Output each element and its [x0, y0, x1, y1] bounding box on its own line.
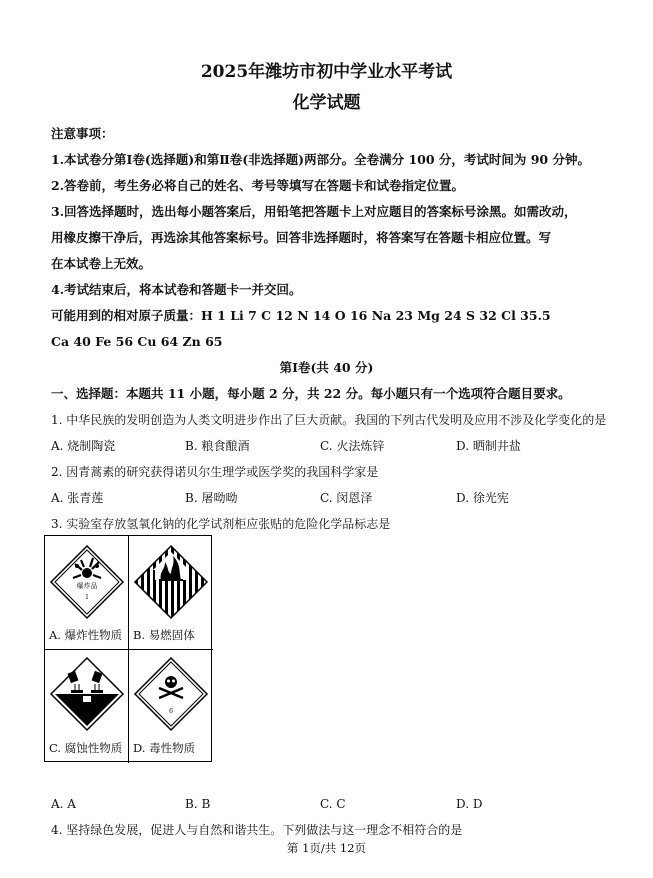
exam-title: 2025年潍坊市初中学业水平考试 [200, 62, 453, 82]
skull-icon [129, 652, 213, 736]
hazard-label-b: B. 易燃固体 [133, 628, 195, 642]
question-1-option-c: C. 火法炼锌 [320, 439, 385, 453]
part1-heading: 第Ⅰ卷(共 40 分) [279, 360, 374, 375]
question-2-stem: 2. 因青蒿素的研究获得诺贝尔生理学或医学奖的我国科学家是 [51, 465, 379, 479]
hazard-label-d: D. 毒性物质 [133, 741, 196, 755]
question-4-stem: 4. 坚持绿色发展，促进人与自然和谐共生。下列做法与这一理念不相符合的是 [51, 823, 463, 837]
corrosive-icon [45, 652, 129, 736]
explosive-sign-text: 爆炸品 [76, 582, 98, 590]
page-number: 第 1页/共 12页 [286, 841, 367, 855]
question-3-option-c: C. C [320, 797, 346, 811]
explosive-sign-number: 1 [85, 594, 89, 601]
question-3-option-a: A. A [51, 797, 76, 811]
notice-line-3: 3.回答选择题时，选出每小题答案后，用铅笔把答题卡上对应题目的答案标号涂黑。如需改动， [51, 204, 577, 219]
question-2-option-b: B. 屠呦呦 [185, 491, 238, 505]
flammable-icon [129, 540, 213, 624]
skull-sign-number: 6 [169, 708, 173, 715]
exam-subtitle: 化学试题 [292, 93, 361, 113]
hazard-cell-a [45, 536, 129, 650]
hazard-cell-d [129, 650, 213, 763]
question-2-option-c: C. 闵恩泽 [320, 491, 373, 505]
question-2-option-a: A. 张青莲 [51, 491, 104, 505]
atomic-mass-line-1: 可能用到的相对原子质量：H 1 Li 7 C 12 N 14 O 16 Na 23 Mg 24 S 32 Cl 35.5 [51, 308, 551, 323]
notice-line-4: 用橡皮擦干净后，再选涂其他答案标号。回答非选择题时，将答案写在答题卡相应位置。写 [51, 230, 552, 245]
hazard-cell-c [45, 650, 129, 763]
atomic-mass-line-2: Ca 40 Fe 56 Cu 64 Zn 65 [51, 334, 223, 349]
hazard-cell-b [129, 536, 213, 650]
question-2-option-d: D. 徐光宪 [456, 491, 509, 505]
question-1-option-d: D. 晒制井盐 [456, 439, 521, 453]
notice-line-2: 2.答卷前，考生务必将自己的姓名、考号等填写在答题卡和试卷指定位置。 [51, 178, 465, 193]
notice-line-5: 在本试卷上无效。 [51, 256, 152, 271]
hazard-sign-table [44, 535, 212, 762]
notice-line-6: 4.考试结束后，将本试卷和答题卡一并交回。 [51, 282, 302, 297]
notice-line-1: 1.本试卷分第Ⅰ卷(选择题)和第Ⅱ卷(非选择题)两部分。全卷满分 100 分，考试时间为 90 分钟。 [51, 152, 590, 167]
hazard-label-a: A. 爆炸性物质 [49, 628, 123, 642]
question-3-option-d: D. D [456, 797, 483, 811]
question-1-option-a: A. 烧制陶瓷 [51, 439, 116, 453]
question-3-option-b: B. B [185, 797, 211, 811]
notice-heading: 注意事项： [51, 126, 114, 141]
question-3-stem: 3. 实验室存放氢氧化钠的化学试剂柜应张贴的危险化学品标志是 [51, 517, 391, 531]
question-1-option-b: B. 粮食酿酒 [185, 439, 250, 453]
question-1-stem: 1. 中华民族的发明创造为人类文明进步作出了巨大贡献。我国的下列古代发明及应用不涉及化学变化的是 [51, 413, 607, 427]
section-heading: 一、选择题：本题共 11 小题，每小题 2 分，共 22 分。每小题只有一个选项符合题目要求。 [51, 386, 571, 401]
hazard-label-c: C. 腐蚀性物质 [49, 741, 123, 755]
